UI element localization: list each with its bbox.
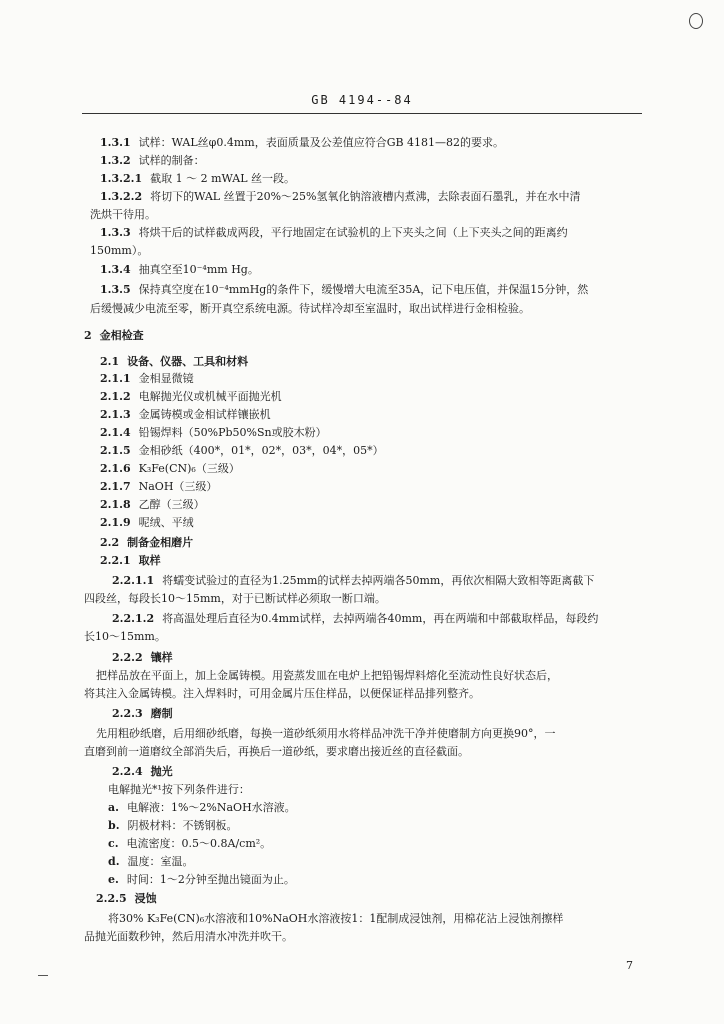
text-line	[112, 574, 594, 588]
clause-number: 2.2.1.1	[112, 574, 155, 587]
text-line	[100, 372, 194, 386]
text-line	[84, 745, 469, 759]
text-line	[96, 727, 556, 741]
clause-text: 截取 1 ～ 2 mWAL 丝一段。	[150, 172, 296, 185]
clause-text: 金属铸模或金相试样镶嵌机	[138, 408, 271, 421]
clause-number: 2.1.1	[100, 372, 131, 385]
clause-text: 呢绒、平绒	[138, 516, 194, 529]
clause-text: 直磨到前一道磨纹全部消失后，再换后一道砂纸，要求磨出接近丝的直径截面。	[84, 745, 469, 758]
clause-number: 1.3.2	[100, 154, 131, 167]
text-line	[108, 855, 194, 869]
clause-text: K₃Fe(CN)₆（三级）	[138, 462, 240, 475]
clause-text: 电流密度：0.5～0.8A/cm²。	[126, 837, 272, 850]
text-line	[100, 190, 581, 204]
clause-text: 抽真空至10⁻⁴mm Hg。	[138, 263, 259, 276]
clause-text: 后缓慢减少电流至零，断开真空系统电源。待试样冷却至室温时，取出试样进行金相检验。	[90, 302, 530, 315]
text-line	[112, 765, 173, 779]
text-line	[100, 136, 504, 150]
clause-text: 电解抛光仪或机械平面抛光机	[138, 390, 282, 403]
text-line	[108, 801, 296, 815]
clause-number: 2.1.3	[100, 408, 131, 421]
text-line	[96, 669, 558, 683]
clause-text: 浸蚀	[134, 892, 157, 905]
clause-number: a.	[108, 801, 119, 814]
text-line	[84, 687, 480, 701]
clause-text: 将高温处理后直径为0.4mm试样，去掉两端各40mm，再在两端和中部截取样品，每段约	[162, 612, 599, 625]
clause-text: 将切下的WAL 丝置于20%～25%氢氧化钠溶液槽内煮沸，去除表面石墨乳，并在水中清	[150, 190, 581, 203]
text-line	[100, 426, 327, 440]
clause-text: 镶样	[150, 651, 173, 664]
clause-number: 2.2.3	[112, 707, 143, 720]
text-line	[84, 592, 386, 606]
clause-number: 2.2.1.2	[112, 612, 155, 625]
text-line	[100, 283, 588, 297]
text-line	[100, 444, 384, 458]
clause-number: c.	[108, 837, 119, 850]
clause-text: 试样：WAL丝φ0.4mm，表面质量及公差值应符合GB 4181—82的要求。	[138, 136, 505, 149]
clause-number: 1.3.5	[100, 283, 131, 296]
clause-text: 将其注入金属铸模。注入焊料时，可用金属片压住样品，以便保证样品排列整齐。	[84, 687, 480, 700]
text-line	[84, 329, 144, 343]
clause-text: 抛光	[150, 765, 173, 778]
clause-text: 试样的制备：	[138, 154, 205, 167]
clause-number: 2.1.9	[100, 516, 131, 529]
clause-text: 长10～15mm。	[84, 630, 166, 643]
text-line	[108, 912, 563, 926]
clause-number: 1.3.1	[100, 136, 131, 149]
clause-text: 电解抛光*¹按下列条件进行：	[108, 783, 250, 796]
clause-number: 2.1.7	[100, 480, 131, 493]
text-line	[108, 873, 295, 887]
clause-text: 品抛光面数秒钟，然后用清水冲洗并吹干。	[84, 930, 293, 943]
clause-number: 2.1.8	[100, 498, 131, 511]
clause-number: 2.1.2	[100, 390, 131, 403]
clause-number: 2.2.1	[100, 554, 131, 567]
text-line	[100, 408, 271, 422]
clause-text: 温度：室温。	[127, 855, 194, 868]
text-line	[100, 263, 259, 277]
text-line	[100, 226, 568, 240]
clause-text: 将30% K₃Fe(CN)₆水溶液和10%NaOH水溶液按1：1配制成浸蚀剂，用棉花沾上浸蚀剂擦样	[108, 912, 564, 925]
clause-text: 制备金相磨片	[127, 536, 194, 549]
clause-text: 把样品放在平面上，加上金属铸模。用瓷蒸发皿在电炉上把铅锡焊料熔化至流动性良好状态后，	[96, 669, 558, 682]
clause-number: 1.3.3	[100, 226, 131, 239]
clause-text: 金相检查	[99, 329, 144, 342]
clause-number: 2.2.5	[96, 892, 127, 905]
text-line	[100, 355, 248, 369]
clause-text: 保持真空度在10⁻⁴mmHg的条件下，缓慢增大电流至35A，记下电压值，并保温15分钟，然	[138, 283, 589, 296]
clause-text: 将蠕变试验过的直径为1.25mm的试样去掉两端各50mm，再依次相隔大致相等距离截下	[162, 574, 595, 587]
page-number: 7	[626, 959, 633, 972]
clause-number: 2.1.4	[100, 426, 131, 439]
clause-number: 2.1	[100, 355, 120, 368]
text-line	[90, 208, 156, 222]
clause-number: 1.3.2.1	[100, 172, 143, 185]
clause-number: 1.3.2.2	[100, 190, 143, 203]
clause-text: 阴极材料：不锈钢板。	[127, 819, 238, 832]
header-rule	[82, 113, 642, 114]
text-line	[100, 172, 295, 186]
clause-number: 2.2.4	[112, 765, 143, 778]
clause-text: 金相砂纸（400*，01*，02*，03*，04*，05*）	[138, 444, 384, 457]
text-line	[100, 390, 282, 404]
clause-text: 四段丝，每段长10～15mm，对于已断试样必须取一断口端。	[84, 592, 386, 605]
text-line	[112, 612, 598, 626]
clause-text: 设备、仪器、工具和材料	[127, 355, 249, 368]
clause-text: 电解液：1%～2%NaOH水溶液。	[126, 801, 296, 814]
clause-text: 150mm）。	[90, 244, 149, 257]
text-line	[112, 707, 173, 721]
clause-number: e.	[108, 873, 119, 886]
clause-text: 铅锡焊料（50%Pb50%Sn或胶木粉）	[138, 426, 327, 439]
text-line	[100, 536, 193, 550]
clause-text: 金相显微镜	[138, 372, 194, 385]
text-line	[108, 819, 238, 833]
text-line	[100, 480, 217, 494]
text-line	[90, 244, 148, 258]
clause-number: 1.3.4	[100, 263, 131, 276]
text-line	[108, 837, 271, 851]
clause-text: 磨制	[150, 707, 173, 720]
clause-number: 2	[84, 329, 92, 342]
clause-text: 时间：1～2分钟至抛出镜面为止。	[126, 873, 295, 886]
text-line	[100, 154, 205, 168]
clause-text: 取样	[138, 554, 161, 567]
text-line	[90, 302, 530, 316]
clause-text: 乙醇（三级）	[138, 498, 205, 511]
clause-number: 2.1.5	[100, 444, 131, 457]
text-line	[84, 630, 166, 644]
text-line	[100, 498, 205, 512]
clause-number: b.	[108, 819, 120, 832]
corner-mark	[689, 13, 703, 29]
margin-tick	[38, 975, 48, 976]
page-header: GB 4194--84	[311, 93, 413, 107]
clause-text: NaOH（三级）	[138, 480, 218, 493]
text-line	[112, 651, 173, 665]
clause-number: 2.2	[100, 536, 120, 549]
text-line	[96, 892, 157, 906]
text-line	[100, 516, 194, 530]
clause-number: d.	[108, 855, 120, 868]
clause-number: 2.1.6	[100, 462, 131, 475]
text-line	[100, 554, 161, 568]
text-line	[84, 930, 293, 944]
clause-number: 2.2.2	[112, 651, 143, 664]
clause-text: 将烘干后的试样截成两段，平行地固定在试验机的上下夹头之间（上下夹头之间的距离约	[138, 226, 568, 239]
text-line	[108, 783, 250, 797]
clause-text: 先用粗砂纸磨，后用细砂纸磨，每换一道砂纸须用水将样品冲洗干净并使磨制方向更换90°，一	[96, 727, 556, 740]
clause-text: 洗烘干待用。	[90, 208, 156, 221]
text-line	[100, 462, 240, 476]
